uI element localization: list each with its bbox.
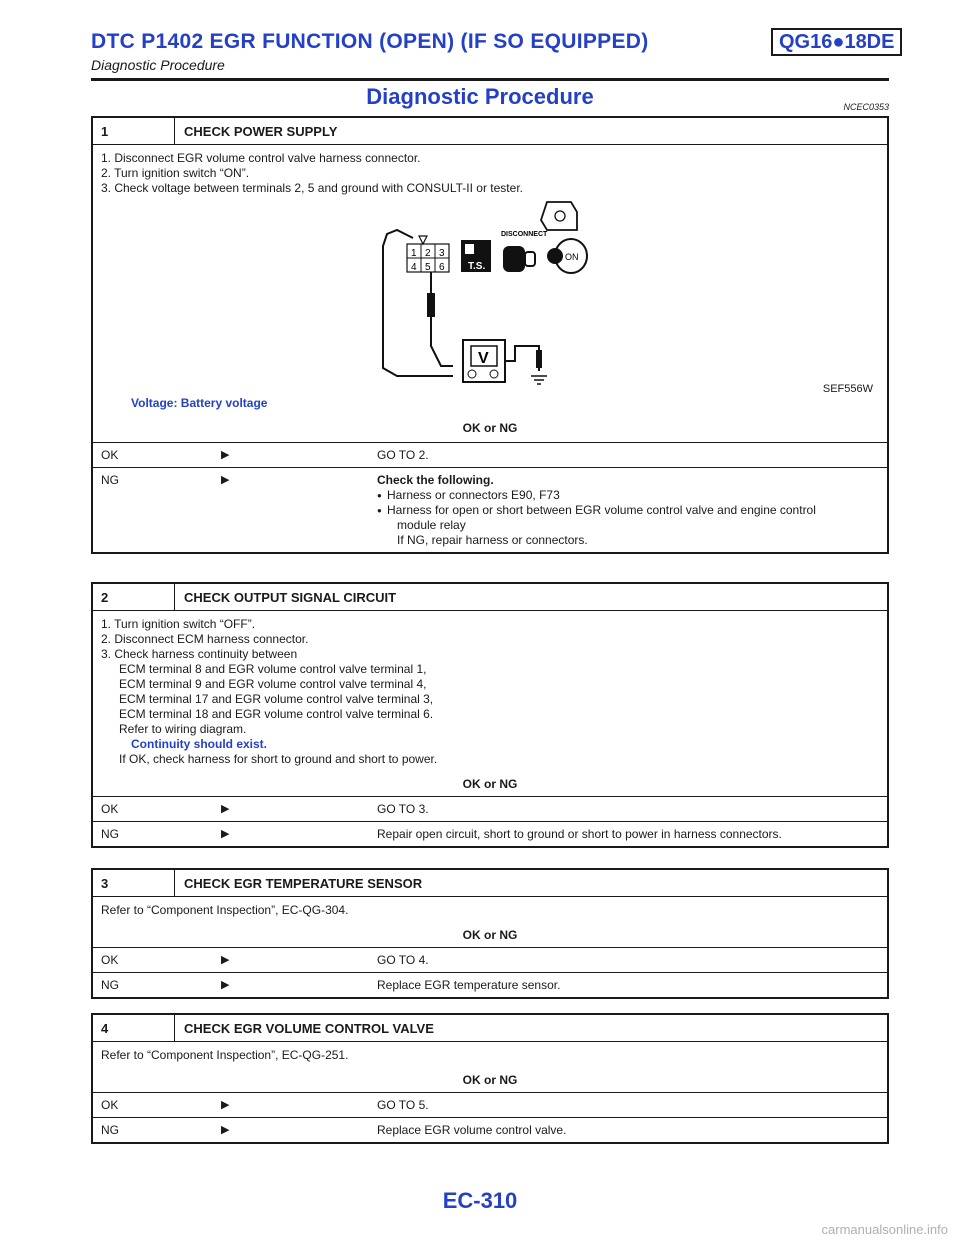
terminal-label: 4: [411, 262, 417, 273]
result-state: NG: [101, 473, 119, 487]
disconnect-icon: [501, 231, 548, 272]
step-2: [91, 582, 889, 848]
step-title: CHECK EGR VOLUME CONTROL VALVE: [184, 1020, 434, 1036]
terminal-label: 6: [439, 262, 445, 273]
page-title: Diagnostic Procedure: [366, 84, 594, 109]
triangle-right-icon: ▶: [221, 979, 230, 991]
page-number: EC-310: [442, 1188, 518, 1213]
on-label: ON: [565, 252, 579, 262]
terminal-label: 2: [425, 248, 431, 259]
step-number: 1: [93, 118, 175, 144]
action-bullet: ● Harness or connectors E90, F73: [377, 488, 879, 503]
connector-icon: [407, 236, 449, 273]
result-action: [377, 468, 887, 552]
instruction-line: Refer to “Component Inspection”, EC-QG-251.: [101, 1048, 349, 1062]
engine-box: QG16●18DE: [771, 28, 902, 56]
action-continuation: module relay: [397, 518, 466, 532]
result-action: GO TO 4.: [377, 953, 429, 967]
step-number: 2: [93, 584, 175, 610]
result-row-ng: [93, 467, 887, 552]
result-row-ok: [93, 948, 887, 972]
result-state: NG: [101, 1123, 119, 1137]
section-subtitle: Diagnostic Procedure: [91, 57, 225, 73]
instruction-line: ECM terminal 17 and EGR volume control valve terminal 3,: [119, 692, 434, 706]
result-row-ng: [93, 821, 887, 846]
instruction-line: 3. Check voltage between terminals 2, 5 and ground with CONSULT-II or tester.: [101, 181, 523, 195]
result-action: Repair open circuit, short to ground or short to power in harness connectors.: [377, 827, 782, 841]
result-row-ok: [93, 797, 887, 821]
instruction-line: 3. Check harness continuity between: [101, 647, 298, 661]
meter-label: V: [478, 350, 489, 367]
ok-or-ng-label: OK or NG: [462, 928, 518, 942]
step-title: CHECK POWER SUPPLY: [184, 123, 338, 139]
result-action: Replace EGR temperature sensor.: [377, 978, 561, 992]
step-body: [93, 145, 887, 443]
step-title: CHECK OUTPUT SIGNAL CIRCUIT: [184, 589, 397, 605]
ts-icon: [461, 240, 491, 272]
step-3: [91, 868, 889, 999]
instruction-line: 2. Turn ignition switch “ON”.: [101, 166, 250, 180]
header-rule: [91, 78, 889, 81]
spec-value: Voltage: Battery voltage: [131, 396, 268, 410]
ok-or-ng-label: OK or NG: [462, 421, 518, 435]
instruction-line: ECM terminal 9 and EGR volume control valve terminal 4,: [119, 677, 427, 691]
disconnect-label: DISCONNECT: [501, 231, 548, 238]
step-body: [93, 897, 887, 948]
watermark: carmanualsonline.info: [821, 1222, 948, 1237]
result-state: OK: [101, 953, 119, 967]
instruction-line: 2. Disconnect ECM harness connector.: [101, 632, 309, 646]
instruction-line: ECM terminal 8 and EGR volume control valve terminal 1,: [119, 662, 427, 676]
step-number: 3: [93, 870, 175, 896]
action-bullet: ● Harness for open or short between EGR volume control valve and engine control: [377, 503, 879, 518]
result-action: GO TO 3.: [377, 802, 429, 816]
triangle-right-icon: ▶: [221, 449, 230, 461]
result-table: [93, 443, 887, 552]
result-table: [93, 948, 887, 997]
triangle-right-icon: ▶: [221, 474, 230, 486]
figure-id: SEF556W: [822, 383, 873, 395]
terminal-label: 5: [425, 262, 431, 273]
step-header: [93, 870, 887, 897]
terminal-label: 3: [439, 248, 445, 259]
ok-or-ng-label: OK or NG: [462, 777, 518, 791]
instruction-line: Refer to wiring diagram.: [119, 722, 247, 736]
instruction-line: Refer to “Component Inspection”, EC-QG-304.: [101, 903, 349, 917]
ok-or-ng-label: OK or NG: [462, 1073, 518, 1087]
result-row-ng: [93, 1117, 887, 1142]
page-code: NCEC0353: [843, 102, 889, 112]
step-1: [91, 116, 889, 554]
triangle-right-icon: ▶: [221, 828, 230, 840]
result-action: GO TO 2.: [377, 448, 429, 462]
step-number: 4: [93, 1015, 175, 1041]
step-4: [91, 1013, 889, 1144]
action-title: Check the following.: [377, 473, 494, 487]
result-state: OK: [101, 448, 119, 462]
terminal-label: 1: [411, 248, 417, 259]
triangle-right-icon: ▶: [221, 803, 230, 815]
triangle-right-icon: ▶: [221, 954, 230, 966]
result-state: NG: [101, 827, 119, 841]
spec-value: Continuity should exist.: [131, 737, 268, 751]
result-row-ok: [93, 1093, 887, 1117]
engine-icon: [541, 202, 577, 230]
result-action: GO TO 5.: [377, 1098, 429, 1112]
result-state: NG: [101, 978, 119, 992]
instruction-line: ECM terminal 18 and EGR volume control valve terminal 6.: [119, 707, 434, 721]
step-header: [93, 1015, 887, 1042]
action-continuation: If NG, repair harness or connectors.: [397, 533, 588, 547]
result-state: OK: [101, 802, 119, 816]
instruction-line: 1. Turn ignition switch “OFF”.: [101, 617, 256, 631]
wiring-diagram-figure: [101, 196, 877, 396]
result-row-ng: [93, 972, 887, 997]
section-title: DTC P1402 EGR FUNCTION (OPEN) (IF SO EQUIPPED): [91, 30, 649, 53]
step-body: [93, 1042, 887, 1093]
triangle-right-icon: ▶: [221, 1124, 230, 1136]
voltmeter-icon: [463, 340, 547, 384]
voltage-check-diagram: [101, 196, 879, 396]
step-title: CHECK EGR TEMPERATURE SENSOR: [184, 875, 423, 891]
result-state: OK: [101, 1098, 119, 1112]
result-row-ok: [93, 443, 887, 467]
instruction-line: 1. Disconnect EGR volume control valve harness connector.: [101, 151, 421, 165]
ignition-key-icon: [547, 239, 587, 273]
result-table: [93, 797, 887, 846]
triangle-right-icon: ▶: [221, 1099, 230, 1111]
result-action: Replace EGR volume control valve.: [377, 1123, 567, 1137]
step-body: [93, 611, 887, 797]
step-header: [93, 584, 887, 611]
ts-label: T.S.: [468, 261, 486, 272]
step-header: [93, 118, 887, 145]
result-table: [93, 1093, 887, 1142]
instruction-line: If OK, check harness for short to ground and short to power.: [119, 752, 438, 766]
